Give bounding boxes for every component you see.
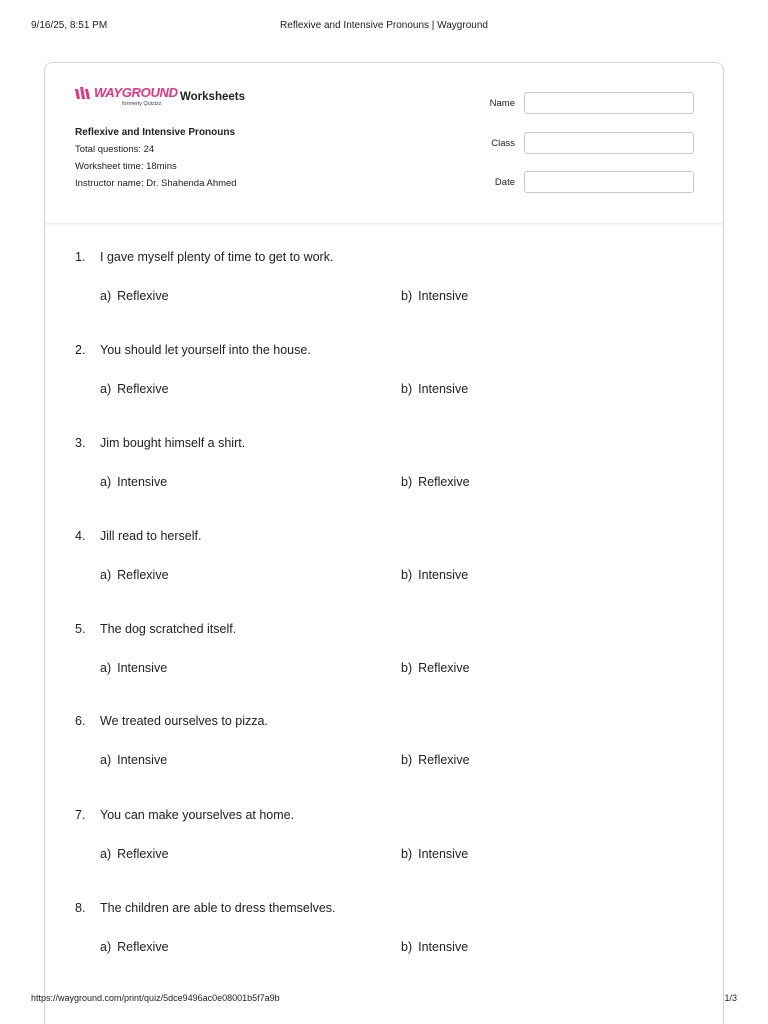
option-letter: b) [401,289,413,303]
option-label: Intensive [418,568,469,582]
name-field[interactable] [524,92,694,114]
date-label: Date [494,177,515,188]
worksheet-header [45,63,723,224]
question-number: 6. [75,714,86,728]
option-letter: a) [100,753,112,767]
option-label: Reflexive [418,753,470,767]
question-number: 3. [75,436,86,450]
option-a[interactable] [100,847,169,861]
option-letter: a) [100,289,112,303]
question-text: We treated ourselves to pizza. [100,714,268,728]
option-letter: a) [100,940,112,954]
option-label: Reflexive [117,847,169,861]
question-number: 4. [75,529,86,543]
option-b[interactable] [401,753,470,767]
option-a[interactable] [100,568,169,582]
option-b[interactable] [401,568,468,582]
question-number: 8. [75,901,86,915]
option-b[interactable] [401,382,468,396]
date-field[interactable] [524,171,694,193]
question-number: 1. [75,250,86,264]
question-text: Jim bought himself a shirt. [100,436,246,450]
option-letter: b) [401,940,413,954]
option-label: Reflexive [418,475,470,489]
option-b[interactable] [401,847,468,861]
option-a[interactable] [100,661,167,675]
question-number: 7. [75,808,86,822]
option-label: Reflexive [117,382,169,396]
option-label: Intensive [418,940,469,954]
print-url: https://wayground.com/print/quiz/5dce9496ac0e08001b5f7a9b [31,993,280,1003]
option-letter: b) [401,753,413,767]
option-a[interactable] [100,475,167,489]
option-letter: a) [100,847,112,861]
question-text: The dog scratched itself. [100,622,237,636]
option-letter: a) [100,661,112,675]
section-label: Worksheets [180,91,245,103]
option-label: Reflexive [117,568,169,582]
option-a[interactable] [100,753,167,767]
print-header [31,20,737,34]
worksheet-title: Reflexive and Intensive Pronouns [75,127,236,138]
option-label: Intensive [117,661,168,675]
class-label: Class [491,138,515,149]
option-label: Reflexive [117,940,169,954]
question-text: You should let yourself into the house. [100,343,311,357]
option-b[interactable] [401,475,470,489]
option-a[interactable] [100,382,169,396]
question-text: Jill read to herself. [100,529,202,543]
print-page-title: Reflexive and Intensive Pronouns | Wayground [280,20,488,31]
worksheet-page [44,62,724,1024]
question-number: 5. [75,622,86,636]
option-a[interactable] [100,289,169,303]
total-questions: Total questions: 24 [75,144,155,155]
option-b[interactable] [401,940,468,954]
option-b[interactable] [401,289,468,303]
wayground-logo-icon [75,87,93,99]
worksheet-time: Worksheet time: 18mins [75,161,177,172]
option-letter: a) [100,475,112,489]
option-label: Intensive [117,753,168,767]
option-letter: b) [401,382,413,396]
logo-subtext: formerly Quizizz [122,101,162,107]
option-label: Intensive [418,382,469,396]
name-label: Name [489,98,515,109]
option-label: Intensive [117,475,168,489]
option-letter: b) [401,475,413,489]
option-a[interactable] [100,940,169,954]
option-letter: a) [100,568,112,582]
print-datetime: 9/16/25, 8:51 PM [31,20,108,31]
logo-wordmark: WAYGROUND [94,85,178,100]
instructor-name: Instructor name: Dr. Shahenda Ahmed [75,178,237,189]
option-letter: b) [401,847,413,861]
question-text: I gave myself plenty of time to get to work. [100,250,334,264]
option-b[interactable] [401,661,470,675]
question-text: The children are able to dress themselves. [100,901,336,915]
print-footer [31,993,737,1007]
class-field[interactable] [524,132,694,154]
option-label: Intensive [418,847,469,861]
option-label: Intensive [418,289,469,303]
page-number: 1/3 [724,993,737,1003]
worksheet-info [75,127,237,195]
question-number: 2. [75,343,86,357]
option-label: Reflexive [418,661,470,675]
question-text: You can make yourselves at home. [100,808,295,822]
option-label: Reflexive [117,289,169,303]
option-letter: a) [100,382,112,396]
option-letter: b) [401,568,413,582]
option-letter: b) [401,661,413,675]
